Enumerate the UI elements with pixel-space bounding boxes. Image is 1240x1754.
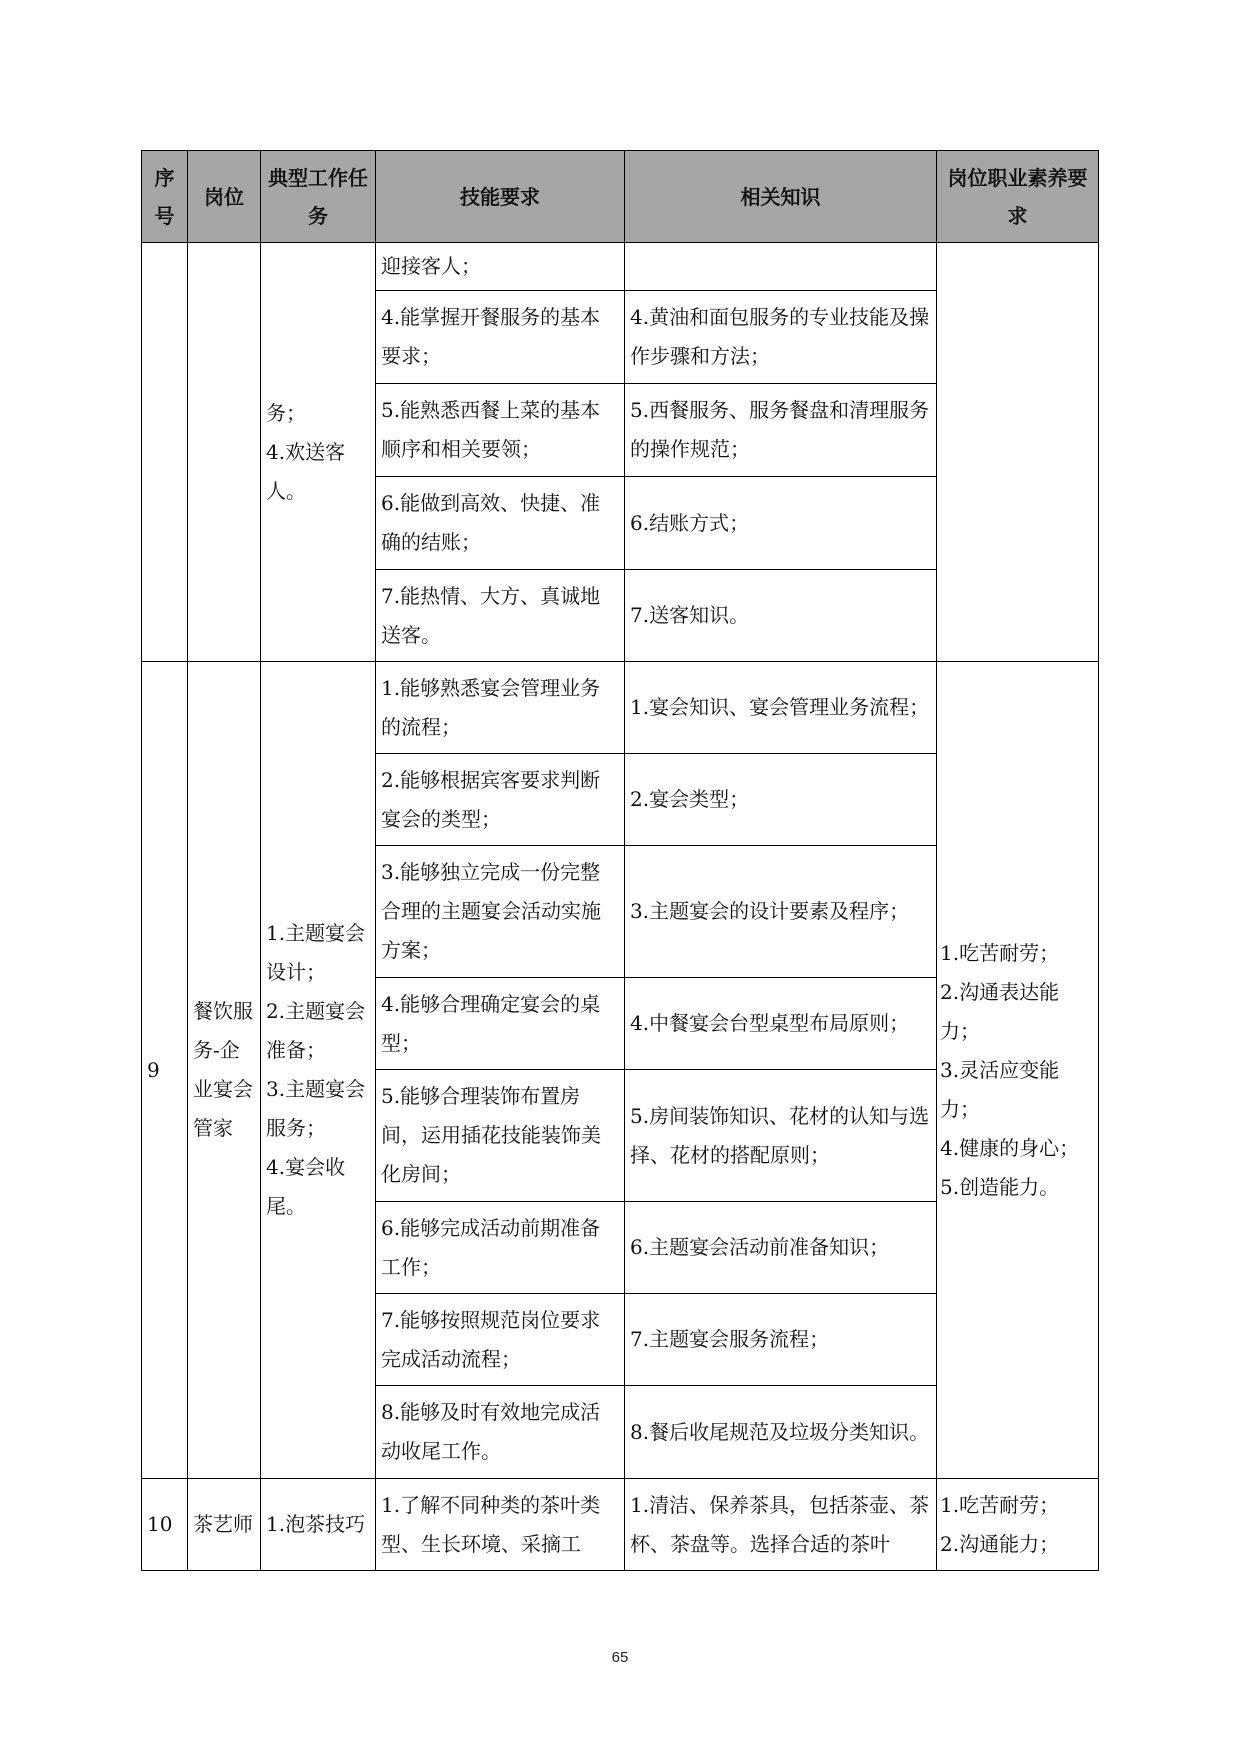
skill-cell: 5.能够合理装饰布置房间，运用插花技能装饰美化房间； bbox=[376, 1070, 625, 1202]
row9-task: 1.主题宴会设计； 2.主题宴会准备； 3.主题宴会服务； 4.宴会收尾。 bbox=[266, 921, 366, 1218]
header-knowledge: 相关知识 bbox=[625, 151, 937, 243]
row9-quality: 1.吃苦耐劳； 2.沟通表达能力； 3.灵活应变能力； 4.健康的身心； 5.创造能力。 bbox=[940, 940, 1080, 1199]
row10-skill: 1.了解不同种类的茶叶类型、生长环境、采摘工 bbox=[376, 1479, 625, 1571]
table-row bbox=[142, 243, 1099, 291]
row9-post: 餐饮服务-企业宴会管家 bbox=[188, 662, 261, 1479]
row9-task-cell bbox=[261, 662, 376, 1479]
knowledge-cell: 5.房间装饰知识、花材的认知与选择、花材的搭配原则； bbox=[625, 1070, 937, 1202]
header-skills: 技能要求 bbox=[376, 151, 625, 243]
header-task: 典型工作任务 bbox=[261, 151, 376, 243]
knowledge-cell: 6.主题宴会活动前准备知识； bbox=[625, 1202, 937, 1294]
skill-cell: 8.能够及时有效地完成活动收尾工作。 bbox=[376, 1386, 625, 1479]
knowledge-cell: 1.宴会知识、宴会管理业务流程； bbox=[625, 662, 937, 754]
row10-quality: 1.吃苦耐劳； 2.沟通能力； bbox=[940, 1492, 1060, 1556]
knowledge-cell: 4.中餐宴会台型桌型布局原则； bbox=[625, 978, 937, 1070]
header-row bbox=[142, 151, 1099, 243]
knowledge-cell: 5.西餐服务、服务餐盘和清理服务的操作规范； bbox=[625, 384, 937, 477]
cont-seq-cell bbox=[142, 243, 188, 662]
table-row bbox=[142, 1479, 1099, 1571]
cont-quality-cell bbox=[937, 243, 1099, 662]
row9-quality-cell bbox=[937, 662, 1099, 1479]
skill-cell: 4.能掌握开餐服务的基本要求； bbox=[376, 291, 625, 384]
knowledge-cell: 3.主题宴会的设计要素及程序； bbox=[625, 846, 937, 978]
row10-knowledge: 1.清洁、保养茶具，包括茶壶、茶杯、茶盘等。选择合适的茶叶 bbox=[625, 1479, 937, 1571]
skill-cell: 3.能够独立完成一份完整合理的主题宴会活动实施方案； bbox=[376, 846, 625, 978]
skill-cell: 4.能够合理确定宴会的桌型； bbox=[376, 978, 625, 1070]
cont-task: 务； 4.欢送客人。 bbox=[266, 400, 346, 503]
header-quality: 岗位职业素养要求 bbox=[937, 151, 1099, 243]
cont-task-cell bbox=[261, 243, 376, 662]
row10-task: 1.泡茶技巧 bbox=[261, 1479, 376, 1571]
skill-cell: 6.能够完成活动前期准备工作； bbox=[376, 1202, 625, 1294]
skill-cell: 6.能做到高效、快捷、准确的结账； bbox=[376, 477, 625, 570]
knowledge-cell: 7.送客知识。 bbox=[625, 570, 937, 662]
knowledge-cell: 8.餐后收尾规范及垃圾分类知识。 bbox=[625, 1386, 937, 1479]
knowledge-cell: 7.主题宴会服务流程； bbox=[625, 1294, 937, 1386]
row10-seq: 10 bbox=[142, 1479, 188, 1571]
knowledge-cell: 2.宴会类型； bbox=[625, 754, 937, 846]
skill-cell: 2.能够根据宾客要求判断宴会的类型； bbox=[376, 754, 625, 846]
header-post: 岗位 bbox=[188, 151, 261, 243]
skill-cell: 迎接客人； bbox=[376, 243, 625, 291]
knowledge-cell: 6.结账方式； bbox=[625, 477, 937, 570]
row10-quality-cell bbox=[937, 1479, 1099, 1571]
knowledge-cell bbox=[625, 243, 937, 291]
skill-cell: 7.能够按照规范岗位要求完成活动流程； bbox=[376, 1294, 625, 1386]
row9-seq: 9 bbox=[142, 662, 188, 1479]
cont-post-cell bbox=[188, 243, 261, 662]
skill-cell: 5.能熟悉西餐上菜的基本顺序和相关要领； bbox=[376, 384, 625, 477]
row10-post: 茶艺师 bbox=[188, 1479, 261, 1571]
table-row bbox=[142, 662, 1099, 754]
skill-cell: 1.能够熟悉宴会管理业务的流程； bbox=[376, 662, 625, 754]
skill-cell: 7.能热情、大方、真诚地送客。 bbox=[376, 570, 625, 662]
page-number: 65 bbox=[611, 1649, 629, 1666]
job-requirements-table bbox=[141, 150, 1099, 1571]
knowledge-cell: 4.黄油和面包服务的专业技能及操作步骤和方法； bbox=[625, 291, 937, 384]
header-seq: 序号 bbox=[142, 151, 188, 243]
